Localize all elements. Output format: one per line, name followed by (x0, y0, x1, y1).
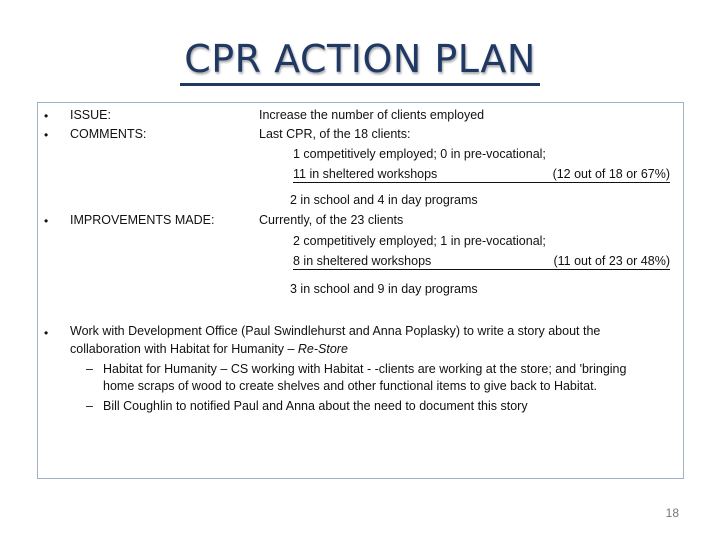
issue-label: ISSUE: (70, 108, 111, 122)
improvements-line-4: 3 in school and 9 in day programs (290, 282, 478, 296)
bullet-comments: • (44, 128, 49, 142)
comments-line-3-left: 11 in sheltered workshops (293, 167, 438, 181)
improvements-line-1: Currently, of the 23 clients (259, 213, 404, 227)
improvements-line-2: 2 competitively employed; 1 in pre-vocational; (293, 234, 546, 248)
bullet-issue: • (44, 109, 49, 123)
work-line-2 (70, 341, 348, 357)
improvements-line-3 (293, 253, 670, 270)
slide-title (0, 36, 720, 86)
comments-label: COMMENTS: (70, 127, 147, 141)
work-line-1: Work with Development Office (Paul Swindlehurst and Anna Poplasky) to write a story about the (70, 324, 601, 338)
sub-1-line-2: home scraps of wood to create shelves and other functional items to give back to Habitat. (103, 379, 598, 393)
comments-line-3 (293, 166, 670, 183)
improvements-label: IMPROVEMENTS MADE: (70, 213, 215, 227)
bullet-work: • (44, 326, 49, 340)
sub-1-line-1: Habitat for Humanity – CS working with Habitat - -clients are working at the store; and 'bringing (103, 362, 627, 376)
comments-line-1: Last CPR, of the 18 clients: (259, 127, 411, 141)
comments-line-4: 2 in school and 4 in day programs (290, 193, 478, 207)
dash-sub-1: – (86, 362, 93, 376)
slide-title-text: CPR ACTION PLAN (180, 36, 540, 86)
re-store-emphasis: Re-Store (297, 342, 348, 356)
sub-2-text: Bill Coughlin to notified Paul and Anna about the need to document this story (103, 399, 528, 413)
dash-sub-2: – (86, 399, 93, 413)
comments-line-2: 1 competitively employed; 0 in pre-vocational; (293, 147, 546, 161)
issue-text: Increase the number of clients employed (259, 108, 485, 122)
work-line-2-text: collaboration with Habitat for Humanity – (70, 342, 298, 356)
improvements-line-3-left: 8 in sheltered workshops (293, 254, 432, 268)
improvements-line-3-right: (11 out of 23 or 48%) (553, 254, 670, 268)
bullet-improvements: • (44, 214, 49, 228)
page-number: 18 (665, 506, 679, 520)
comments-line-3-right: (12 out of 18 or 67%) (552, 167, 670, 181)
